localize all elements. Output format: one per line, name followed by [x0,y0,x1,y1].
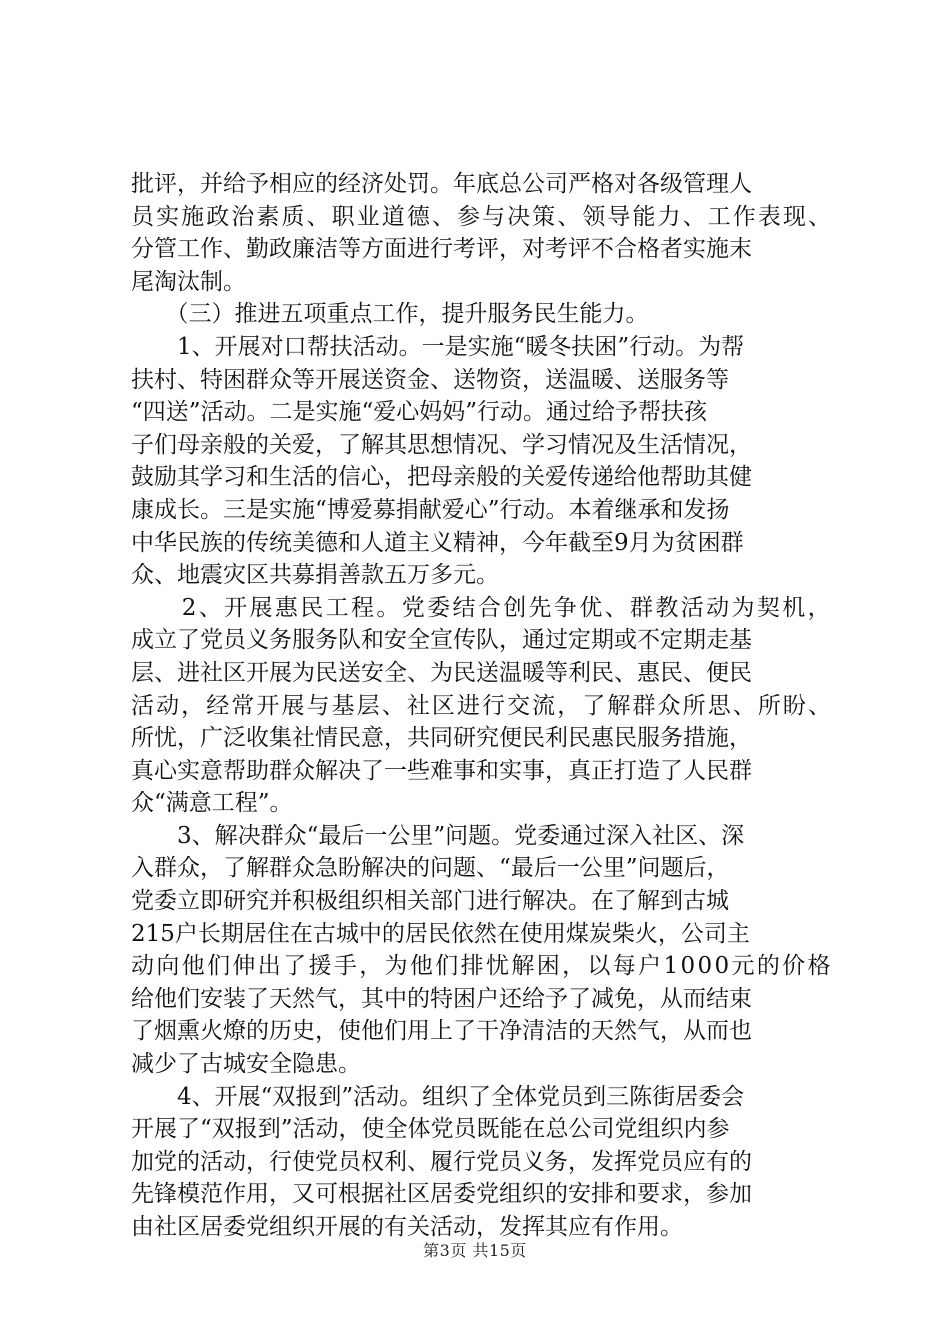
text-line: 员实施政治素质、职业道德、参与决策、领导能力、工作表现、 [131,203,834,230]
text-line: 减少了古城安全隐患。 [131,1051,361,1078]
text-line: 加党的活动，行使党员权利、履行党员义务，发挥党员应有的 [131,1148,752,1175]
text-line: “四送”活动。二是实施“爱心妈妈”行动。通过给予帮扶孩 [131,399,708,426]
body-text [131,168,834,1244]
text-line: 了烟熏火燎的历史，使他们用上了干净清洁的天然气，从而也 [131,1018,752,1045]
text-line: 中华民族的传统美德和人道主义精神，今年截至9月为贫困群 [131,529,744,556]
text-line: 215户长期居住在古城中的居民依然在使用煤炭柴火，公司主 [131,920,750,947]
text-line: 分管工作、勤政廉洁等方面进行考评，对考评不合格者实施末 [131,236,752,263]
text-line: 党委立即研究并积极组织相关部门进行解决。在了解到古城 [131,888,729,915]
text-line: 鼓励其学习和生活的信心，把母亲般的关爱传递给他帮助其健 [131,464,752,491]
text-line: 尾淘汰制。 [131,268,246,295]
text-line: 先锋模范作用，又可根据社区居委党组织的安排和要求，参加 [131,1181,752,1208]
text-line: 4、开展“双报到”活动。组织了全体党员到三陈街居委会 [131,1083,745,1110]
text-line: 由社区居委党组织开展的有关活动，发挥其应有作用。 [131,1214,683,1240]
text-line: 子们母亲般的关爱，了解其思想情况、学习情况及生活情况， [131,431,752,458]
text-line: 扶村、特困群众等开展送资金、送物资，送温暖、送服务等 [131,366,729,393]
text-line: 批评，并给予相应的经济处罚。年底总公司严格对各级管理人 [131,171,752,197]
text-line: 康成长。三是实施“博爱募捐献爱心”行动。本着继承和发扬 [131,496,730,523]
text-line: 入群众，了解群众急盼解决的问题、“最后一公里”问题后， [131,855,730,882]
text-line: 给他们安装了天然气，其中的特困户还给予了减免，从而结束 [131,985,752,1012]
text-line: 真心实意帮助群众解决了一些难事和实事，真正打造了人民群 [131,757,752,784]
text-line: 所忧，广泛收集社情民意，共同研究便民利民惠民服务措施， [131,725,752,752]
page-footer: 第3页 共15页 [423,1241,527,1260]
text-line: 活动，经常开展与基层、社区进行交流，了解群众所思、所盼、 [131,692,834,719]
text-line: 众、地震灾区共募捐善款五万多元。 [131,562,499,589]
text-line: 动向他们伸出了援手，为他们排忧解困，以每户1000元的价格 [131,953,833,980]
text-line: 3、解决群众“最后一公里”问题。党委通过深入社区、深 [131,822,745,849]
text-line: 层、进社区开展为民送安全、为民送温暖等利民、惠民、便民 [131,659,752,686]
text-line: 开展了“双报到”活动，使全体党员既能在总公司党组织内参 [131,1116,730,1143]
text-line: 1、开展对口帮扶活动。一是实施“暖冬扶困”行动。为帮 [131,333,745,360]
text-line: 成立了党员义务服务队和安全宣传队，通过定期或不定期走基 [131,627,752,654]
text-line: （三）推进五项重点工作，提升服务民生能力。 [131,301,649,328]
text-line: 众“满意工程”。 [131,790,293,817]
text-line: 2、开展惠民工程。党委结合创先争优、群教活动为契机， [131,594,834,621]
